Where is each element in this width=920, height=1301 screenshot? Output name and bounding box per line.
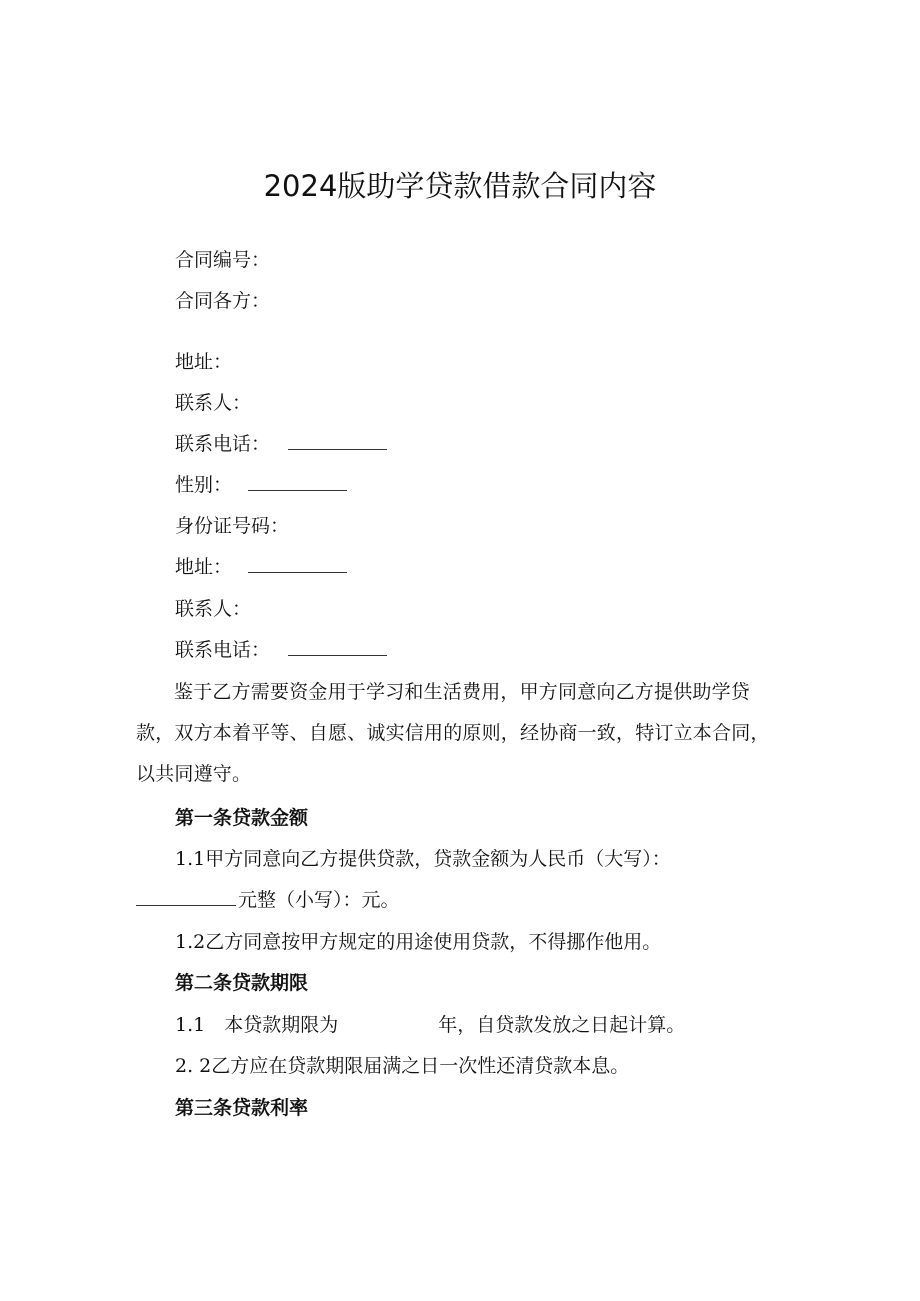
phone-row-1 — [175, 432, 387, 456]
document-title: 2024版助学贷款借款合同内容 — [263, 169, 657, 203]
clause-2-2: 2. 2乙方应在贷款期限届满之日一次性还清贷款本息。 — [175, 1055, 630, 1077]
gender-label: 性别： — [175, 474, 233, 496]
gender-blank — [248, 474, 347, 491]
contact-label-2: 联系人： — [175, 598, 252, 620]
article-3-heading: 第三条贷款利率 — [175, 1097, 309, 1119]
clause-1-1-continued — [136, 888, 400, 912]
preamble-paragraph: 鉴于乙方需要资金用于学习和生活费用，甲方同意向乙方提供助学贷款，双方本着平等、自愿、诚实信用的原则，经协商一致，特订立本合同，以共同遵守。 — [136, 681, 770, 785]
phone-label-1: 联系电话： — [175, 433, 271, 455]
phone-blank-2 — [288, 639, 387, 656]
address-label-1: 地址： — [175, 351, 233, 373]
clause-2-1-part-b: 年，自贷款发放之日起计算。 — [438, 1014, 686, 1036]
phone-blank-1 — [288, 433, 387, 450]
clause-1-1-cont-text: 元整（小写）：元。 — [238, 889, 400, 911]
clause-1-1: 1.1甲方同意向乙方提供贷款，贷款金额为人民币（大写）： — [175, 848, 671, 870]
gender-row — [175, 473, 347, 497]
article-1-heading: 第一条贷款金额 — [175, 807, 309, 829]
address-label-2: 地址： — [175, 556, 233, 578]
clause-2-1-part-a: 1.1 本贷款期限为 — [175, 1014, 339, 1036]
id-number-label: 身份证号码： — [175, 515, 290, 537]
address-row-2 — [175, 555, 347, 579]
contract-parties-label: 合同各方： — [175, 290, 271, 312]
article-2-heading: 第二条贷款期限 — [175, 972, 309, 994]
address-blank-2 — [248, 556, 347, 573]
clause-1-2: 1.2乙方同意按甲方规定的用途使用贷款，不得挪作他用。 — [175, 931, 662, 953]
contract-number-label: 合同编号： — [175, 249, 271, 271]
phone-row-2 — [175, 638, 387, 662]
clause-2-1 — [175, 1013, 685, 1037]
amount-blank — [136, 889, 236, 906]
phone-label-2: 联系电话： — [175, 639, 271, 661]
contact-label-1: 联系人： — [175, 392, 252, 414]
